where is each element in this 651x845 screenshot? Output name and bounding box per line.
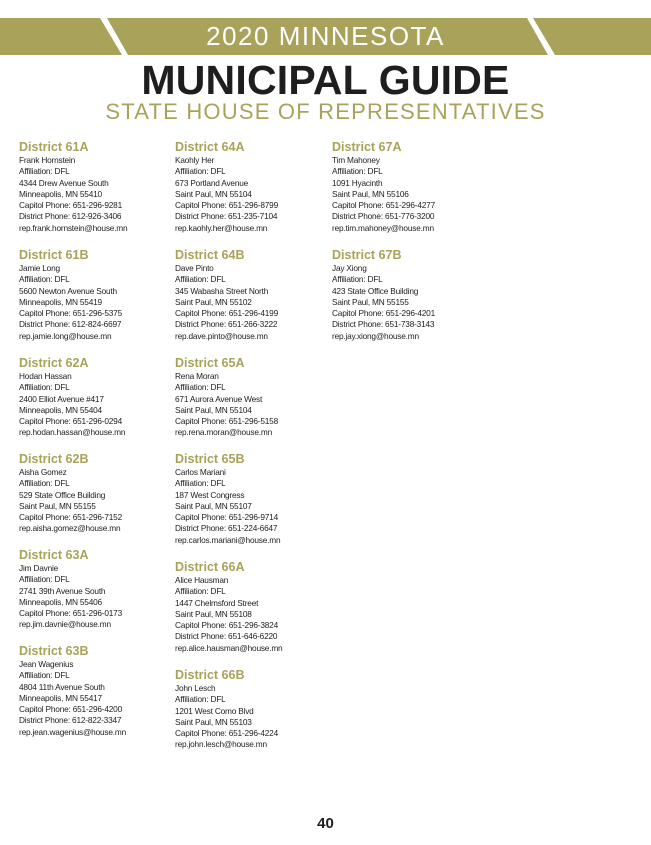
representative-detail: Capitol Phone: 651-296-4201: [332, 308, 436, 319]
representative-detail: Affiliation: DFL: [175, 694, 226, 705]
banner-title: 2020 MINNESOTA: [206, 21, 445, 51]
representative-detail: Capitol Phone: 651-296-9714: [175, 512, 279, 523]
representative-email: rep.kaohly.her@house.mn: [175, 222, 268, 233]
representative-detail: Saint Paul, MN 55108: [175, 608, 252, 619]
representative-detail: Capitol Phone: 651-296-0173: [19, 608, 123, 619]
representative-name: Jamie Long: [19, 263, 60, 273]
representative-detail: District Phone: 612-926-3406: [19, 211, 122, 222]
district-heading: District 61B: [19, 248, 89, 262]
representative-detail: Saint Paul, MN 55102: [175, 296, 252, 307]
representative-detail: Minneapolis, MN 55406: [19, 596, 102, 607]
representative-detail: District Phone: 651-224-6647: [175, 523, 278, 534]
representative-detail: Capitol Phone: 651-296-5158: [175, 416, 279, 427]
representative-detail: 1201 West Como Blvd: [175, 705, 254, 716]
representative-name: Aisha Gomez: [19, 467, 67, 477]
representative-entry: [175, 452, 325, 560]
district-heading: District 66A: [175, 560, 245, 574]
district-heading: District 67B: [332, 248, 402, 262]
representative-name: Carlos Mariani: [175, 467, 226, 477]
representative-detail: Affiliation: DFL: [332, 166, 383, 177]
representative-detail: District Phone: 651-235-7104: [175, 211, 278, 222]
representative-entry: [332, 140, 482, 248]
representative-detail: Affiliation: DFL: [175, 166, 226, 177]
representative-detail: Affiliation: DFL: [19, 274, 70, 285]
representative-detail: Capitol Phone: 651-296-7152: [19, 512, 123, 523]
district-heading: District 63A: [19, 548, 89, 562]
representative-name: Dave Pinto: [175, 263, 214, 273]
representative-detail: Minneapolis, MN 55419: [19, 296, 102, 307]
representative-name: Jay Xiong: [332, 263, 367, 273]
representative-name: Jim Davnie: [19, 563, 59, 573]
representative-detail: Minneapolis, MN 55410: [19, 188, 102, 199]
representative-name: Hodan Hassan: [19, 371, 72, 381]
representative-detail: Affiliation: DFL: [175, 274, 226, 285]
representative-email: rep.rena.moran@house.mn: [175, 427, 272, 438]
district-heading: District 62B: [19, 452, 89, 466]
representative-detail: Capitol Phone: 651-296-5375: [19, 308, 123, 319]
representative-email: rep.frank.hornstein@house.mn: [19, 222, 128, 233]
district-heading: District 65B: [175, 452, 245, 466]
representative-email: rep.jay.xiong@house.mn: [332, 330, 419, 341]
representative-detail: Minneapolis, MN 55417: [19, 692, 102, 703]
district-heading: District 62A: [19, 356, 89, 370]
representative-email: rep.jean.wagenius@house.mn: [19, 726, 127, 737]
district-heading: District 64B: [175, 248, 245, 262]
representative-detail: 4804 11th Avenue South: [19, 681, 105, 692]
representative-detail: Affiliation: DFL: [175, 586, 226, 597]
representative-email: rep.tim.mahoney@house.mn: [332, 222, 434, 233]
representative-entry: [19, 356, 169, 452]
column-1: [19, 140, 169, 752]
representative-detail: Saint Paul, MN 55103: [175, 716, 252, 727]
representative-name: Tim Mahoney: [332, 155, 380, 165]
district-heading: District 67A: [332, 140, 402, 154]
representative-entry: [19, 452, 169, 548]
representative-detail: Capitol Phone: 651-296-9281: [19, 200, 123, 211]
representative-detail: Minneapolis, MN 55404: [19, 404, 102, 415]
representative-entry: [175, 140, 325, 248]
representative-detail: District Phone: 651-266-3222: [175, 319, 278, 330]
representative-detail: 671 Aurora Avenue West: [175, 393, 263, 404]
representative-detail: Affiliation: DFL: [175, 382, 226, 393]
representative-detail: 2400 Elliot Avenue #417: [19, 393, 104, 404]
representative-detail: District Phone: 612-824-6697: [19, 319, 122, 330]
representative-name: John Lesch: [175, 683, 216, 693]
representative-detail: 4344 Drew Avenue South: [19, 177, 109, 188]
representative-name: Rena Moran: [175, 371, 219, 381]
district-heading: District 65A: [175, 356, 245, 370]
page-number: 40: [317, 815, 334, 832]
representative-detail: Affiliation: DFL: [19, 166, 70, 177]
representative-detail: 345 Wabasha Street North: [175, 285, 269, 296]
representative-email: rep.john.lesch@house.mn: [175, 739, 267, 750]
representative-email: rep.aisha.gomez@house.mn: [19, 523, 121, 534]
representative-detail: Saint Paul, MN 55104: [175, 404, 252, 415]
representative-entry: [175, 356, 325, 452]
representative-email: rep.jamie.long@house.mn: [19, 330, 112, 341]
representative-entry: [19, 644, 169, 752]
representative-detail: District Phone: 612-822-3347: [19, 715, 122, 726]
representative-detail: Capitol Phone: 651-296-4277: [332, 200, 436, 211]
representative-detail: 673 Portland Avenue: [175, 177, 249, 188]
representative-detail: Saint Paul, MN 55155: [19, 500, 96, 511]
representative-name: Kaohly Her: [175, 155, 215, 165]
representative-entry: [19, 248, 169, 356]
representative-email: rep.hodan.hassan@house.mn: [19, 427, 126, 438]
representative-detail: Capitol Phone: 651-296-3824: [175, 620, 279, 631]
page-subtitle: STATE HOUSE OF REPRESENTATIVES: [105, 99, 546, 124]
district-heading: District 61A: [19, 140, 89, 154]
representative-detail: Saint Paul, MN 55106: [332, 188, 409, 199]
representative-detail: Capitol Phone: 651-296-4199: [175, 308, 279, 319]
representative-entry: [175, 668, 325, 764]
representative-email: rep.jim.davnie@house.mn: [19, 619, 111, 630]
representative-detail: 529 State Office Building: [19, 489, 106, 500]
representative-entry: [332, 248, 482, 356]
representative-detail: 5600 Newton Avenue South: [19, 285, 117, 296]
representative-email: rep.alice.hausman@house.mn: [175, 642, 283, 653]
representative-email: rep.carlos.mariani@house.mn: [175, 534, 281, 545]
representative-entry: [175, 560, 325, 668]
representative-detail: 1091 Hyacinth: [332, 177, 383, 188]
representative-detail: District Phone: 651-738-3143: [332, 319, 435, 330]
representative-entry: [19, 548, 169, 644]
representative-name: Alice Hausman: [175, 575, 229, 585]
representative-detail: Capitol Phone: 651-296-0294: [19, 416, 123, 427]
representative-email: rep.dave.pinto@house.mn: [175, 330, 268, 341]
representative-detail: 1447 Chelmsford Street: [175, 597, 259, 608]
representative-detail: Affiliation: DFL: [332, 274, 383, 285]
representative-detail: Affiliation: DFL: [175, 478, 226, 489]
district-heading: District 66B: [175, 668, 245, 682]
representative-name: Jean Wagenius: [19, 659, 74, 669]
representative-detail: Affiliation: DFL: [19, 478, 70, 489]
representative-detail: Affiliation: DFL: [19, 574, 70, 585]
representative-detail: District Phone: 651-646-6220: [175, 631, 278, 642]
representative-entry: [175, 248, 325, 356]
representative-detail: District Phone: 651-776-3200: [332, 211, 435, 222]
representative-detail: Affiliation: DFL: [19, 382, 70, 393]
representative-entry: [19, 140, 169, 248]
representative-detail: Saint Paul, MN 55107: [175, 500, 252, 511]
representative-detail: 2741 39th Avenue South: [19, 585, 106, 596]
column-2: [175, 140, 325, 764]
representative-detail: Capitol Phone: 651-296-8799: [175, 200, 279, 211]
representative-detail: Affiliation: DFL: [19, 670, 70, 681]
representative-detail: Capitol Phone: 651-296-4200: [19, 704, 123, 715]
representative-detail: Saint Paul, MN 55104: [175, 188, 252, 199]
representative-detail: Saint Paul, MN 55155: [332, 296, 409, 307]
representative-name: Frank Hornstein: [19, 155, 76, 165]
page-title: MUNICIPAL GUIDE: [141, 57, 510, 103]
header-banner: [0, 18, 651, 55]
column-3: [332, 140, 482, 356]
representative-detail: Capitol Phone: 651-296-4224: [175, 728, 279, 739]
representative-detail: 187 West Congress: [175, 489, 245, 500]
district-heading: District 64A: [175, 140, 245, 154]
district-heading: District 63B: [19, 644, 89, 658]
representative-detail: 423 State Office Building: [332, 285, 419, 296]
